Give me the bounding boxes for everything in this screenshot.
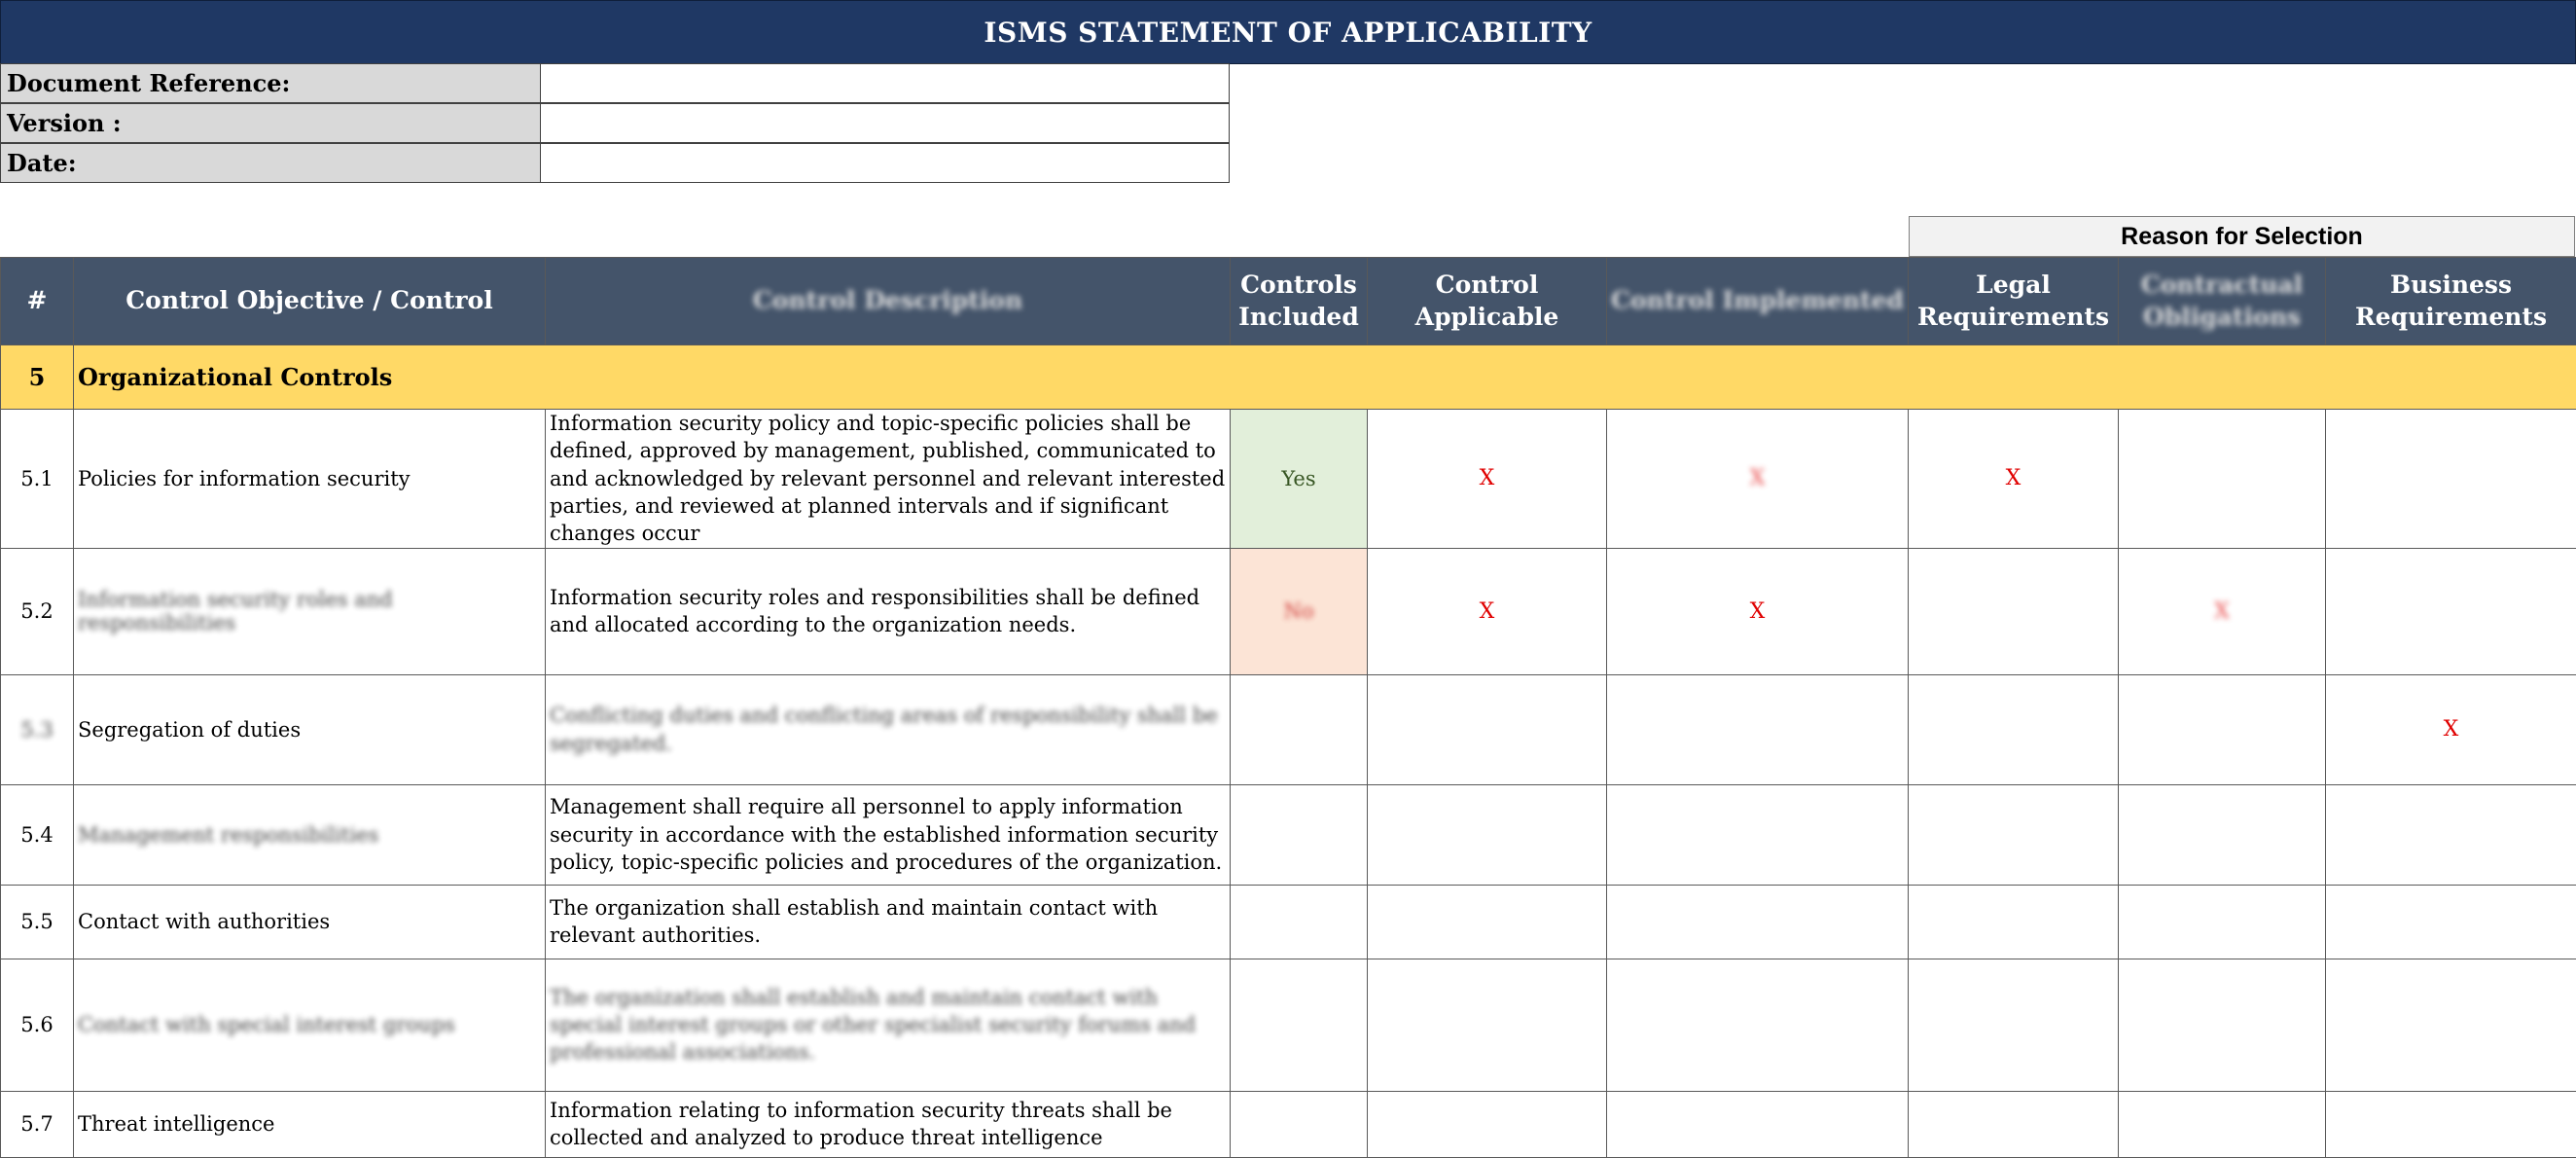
included-cell[interactable] <box>1231 784 1368 885</box>
row-number[interactable]: 5.7 <box>1 1091 74 1157</box>
doc-reference-label: Document Reference: <box>0 63 541 103</box>
legal-cell[interactable] <box>1909 1091 2119 1157</box>
col-header-legal[interactable]: Legal Requirements <box>1909 258 2119 345</box>
contractual-cell[interactable]: X <box>2119 548 2326 674</box>
row-number[interactable]: 5.3 <box>1 674 74 784</box>
doc-reference-row <box>0 63 1230 103</box>
row-number[interactable]: 5.4 <box>1 784 74 885</box>
date-label: Date: <box>0 143 541 183</box>
sheet-title: ISMS STATEMENT OF APPLICABILITY <box>0 0 2576 64</box>
control-name[interactable]: Contact with authorities <box>74 885 546 959</box>
contractual-cell[interactable] <box>2119 674 2326 784</box>
version-label: Version : <box>0 103 541 143</box>
implemented-cell[interactable] <box>1607 959 1909 1091</box>
row-number[interactable]: 5.6 <box>1 959 74 1091</box>
applicable-cell[interactable] <box>1368 784 1607 885</box>
applicable-cell[interactable] <box>1368 959 1607 1091</box>
included-cell[interactable] <box>1231 959 1368 1091</box>
table-row <box>1 410 2576 549</box>
contractual-cell[interactable] <box>2119 959 2326 1091</box>
control-description[interactable]: Information security policy and topic-specific policies shall be defined, approved by management, published, communicated to and acknowledged by relevant personnel and relevant interested parties, and reviewed at planned intervals and if significant changes occur <box>546 410 1231 549</box>
applicable-cell[interactable]: X <box>1368 548 1607 674</box>
row-number[interactable]: 5.1 <box>1 410 74 549</box>
control-description[interactable]: Management shall require all personnel to apply information security in accordance with the established information security policy, topic-specific policies and procedures of the organization. <box>546 784 1231 885</box>
section-number[interactable]: 5 <box>1 345 74 410</box>
implemented-cell[interactable]: X <box>1607 548 1909 674</box>
legal-cell[interactable] <box>1909 784 2119 885</box>
row-number[interactable]: 5.2 <box>1 548 74 674</box>
col-header-description[interactable]: Control Description <box>546 258 1231 345</box>
table-row <box>1 885 2576 959</box>
control-description[interactable]: Information security roles and responsibilities shall be defined and allocated according to the organization needs. <box>546 548 1231 674</box>
business-cell[interactable] <box>2326 784 2576 885</box>
contractual-cell[interactable] <box>2119 1091 2326 1157</box>
table-row <box>1 548 2576 674</box>
table-row <box>1 1091 2576 1157</box>
header-row <box>1 258 2576 345</box>
contractual-cell[interactable] <box>2119 784 2326 885</box>
control-description[interactable]: Information relating to information security threats shall be collected and analyzed to produce threat intelligence <box>546 1091 1231 1157</box>
business-cell[interactable] <box>2326 548 2576 674</box>
applicable-cell[interactable] <box>1368 674 1607 784</box>
legal-cell[interactable] <box>1909 885 2119 959</box>
control-name[interactable]: Policies for information security <box>74 410 546 549</box>
included-cell[interactable] <box>1231 1091 1368 1157</box>
legal-cell[interactable]: X <box>1909 410 2119 549</box>
control-name[interactable]: Management responsibilities <box>74 784 546 885</box>
control-description[interactable]: The organization shall establish and maintain contact with special interest groups or other specialist security forums and professional associations. <box>546 959 1231 1091</box>
included-cell[interactable]: No <box>1231 548 1368 674</box>
table-row <box>1 674 2576 784</box>
soa-table <box>0 257 2576 1158</box>
control-description[interactable]: Conflicting duties and conflicting areas of responsibility shall be segregated. <box>546 674 1231 784</box>
implemented-cell[interactable] <box>1607 885 1909 959</box>
included-cell[interactable] <box>1231 885 1368 959</box>
control-name[interactable]: Segregation of duties <box>74 674 546 784</box>
legal-cell[interactable] <box>1909 548 2119 674</box>
table-row <box>1 959 2576 1091</box>
business-cell[interactable] <box>2326 885 2576 959</box>
control-description[interactable]: The organization shall establish and maintain contact with relevant authorities. <box>546 885 1231 959</box>
reason-for-selection-header: Reason for Selection <box>1909 216 2575 257</box>
date-field[interactable] <box>541 143 1230 183</box>
legal-cell[interactable] <box>1909 959 2119 1091</box>
col-header-control[interactable]: Control Objective / Control <box>74 258 546 345</box>
col-header-applicable[interactable]: Control Applicable <box>1368 258 1607 345</box>
contractual-cell[interactable] <box>2119 885 2326 959</box>
col-header-implemented[interactable]: Control Implemented <box>1607 258 1909 345</box>
business-cell[interactable] <box>2326 410 2576 549</box>
col-header-contractual[interactable]: Contractual Obligations <box>2119 258 2326 345</box>
version-field[interactable] <box>541 103 1230 143</box>
control-name[interactable]: Threat intelligence <box>74 1091 546 1157</box>
legal-cell[interactable] <box>1909 674 2119 784</box>
section-row <box>1 345 2576 410</box>
implemented-cell[interactable] <box>1607 1091 1909 1157</box>
business-cell[interactable] <box>2326 1091 2576 1157</box>
implemented-cell[interactable]: X <box>1607 410 1909 549</box>
implemented-cell[interactable] <box>1607 784 1909 885</box>
row-number[interactable]: 5.5 <box>1 885 74 959</box>
applicable-cell[interactable] <box>1368 1091 1607 1157</box>
col-header-business[interactable]: Business Requirements <box>2326 258 2576 345</box>
business-cell[interactable]: X <box>2326 674 2576 784</box>
implemented-cell[interactable] <box>1607 674 1909 784</box>
col-header-num[interactable]: # <box>1 258 74 345</box>
applicable-cell[interactable] <box>1368 885 1607 959</box>
table-row <box>1 784 2576 885</box>
applicable-cell[interactable]: X <box>1368 410 1607 549</box>
section-title[interactable]: Organizational Controls <box>74 345 2576 410</box>
included-cell[interactable]: Yes <box>1231 410 1368 549</box>
version-row <box>0 103 1230 143</box>
col-header-included[interactable]: Controls Included <box>1231 258 1368 345</box>
doc-reference-field[interactable] <box>541 63 1230 103</box>
control-name[interactable]: Contact with special interest groups <box>74 959 546 1091</box>
date-row <box>0 143 1230 183</box>
included-cell[interactable] <box>1231 674 1368 784</box>
control-name[interactable]: Information security roles and responsibilities <box>74 548 546 674</box>
contractual-cell[interactable] <box>2119 410 2326 549</box>
business-cell[interactable] <box>2326 959 2576 1091</box>
